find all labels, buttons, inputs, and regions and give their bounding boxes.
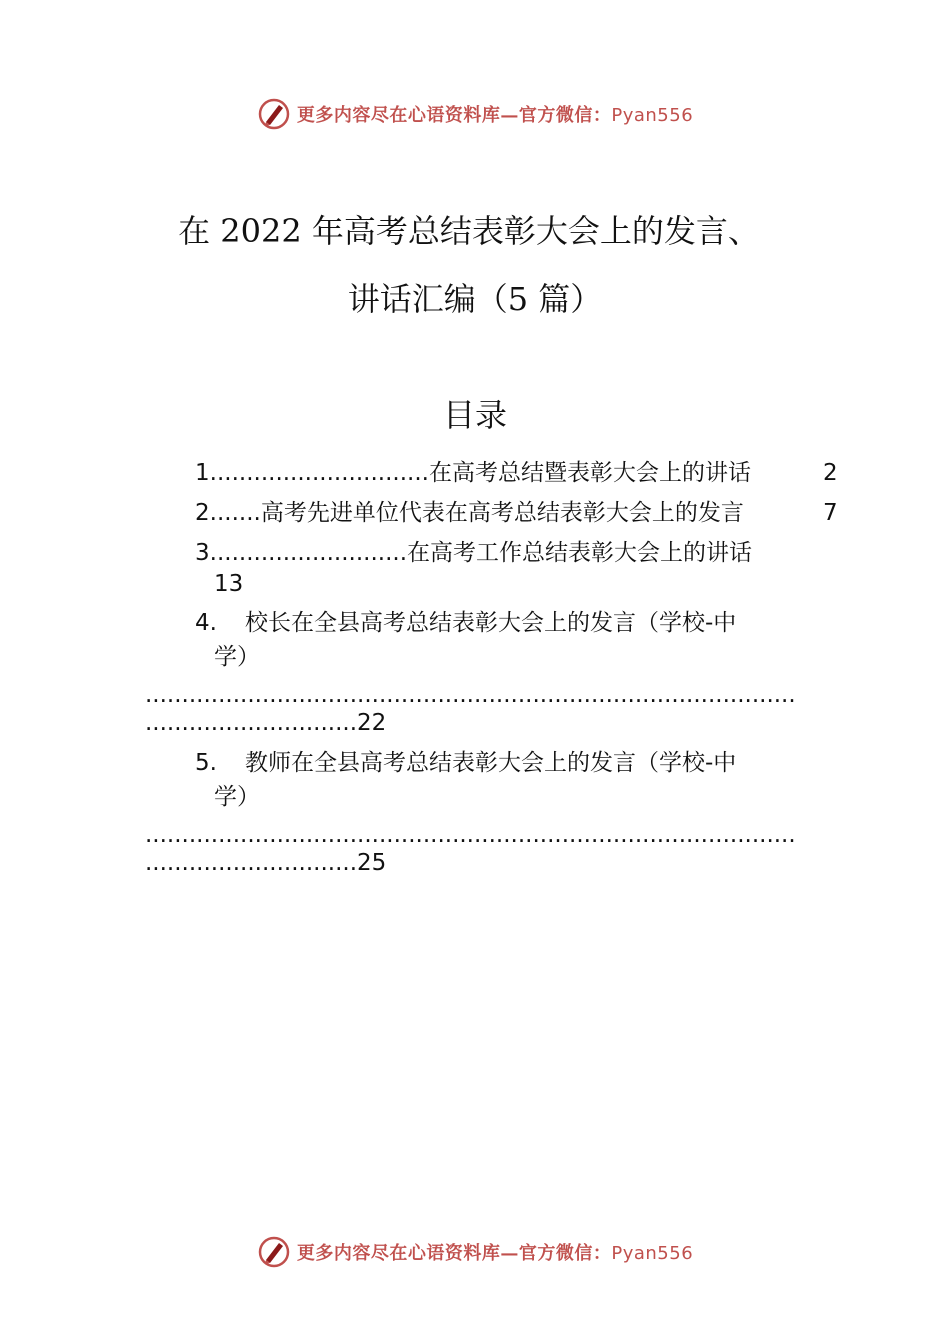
toc-leader-dots: ............................. (145, 850, 358, 876)
toc-entry-number: 4. (195, 610, 217, 636)
toc-entry-number: 2 (195, 500, 210, 526)
toc-entry-3-page[interactable]: 13 (214, 571, 244, 597)
toc-entry-title: 教师在全县高考总结表彰大会上的发言（学校-中 (244, 750, 737, 776)
toc-entry-2-page[interactable]: 7 (823, 500, 838, 526)
toc-entry-5-title-cont: 学） (214, 784, 260, 810)
header-watermark (0, 94, 950, 134)
toc-entry-3[interactable] (195, 538, 752, 568)
toc-entry-5-page-line[interactable] (145, 848, 386, 878)
toc-entry-4-title-cont: 学） (214, 644, 260, 670)
toc-entry-2[interactable] (195, 498, 744, 528)
toc-entry-1[interactable] (195, 458, 751, 488)
toc-entry-title: 高考先进单位代表在高考总结表彰大会上的发言 (260, 500, 744, 526)
toc-heading: 目录 (442, 396, 507, 434)
toc-entry-page: 22 (357, 710, 387, 736)
toc-leader-dots: ....... (209, 500, 261, 526)
toc-entry-title: 在高考工作总结表彰大会上的讲话 (407, 540, 753, 566)
toc-entry-4[interactable] (195, 608, 736, 638)
toc-entry-number: 5. (195, 750, 217, 776)
watermark-text: 更多内容尽在心语资料库—官方微信：Pyan556 (296, 1243, 694, 1264)
toc-entry-page: 25 (357, 850, 387, 876)
toc-leader-dots: ........................... (209, 540, 408, 566)
toc-entry-title: 在高考总结暨表彰大会上的讲话 (428, 460, 751, 486)
toc-leader-dots: ......................................................................................... (145, 822, 796, 848)
document-title-line-2: 讲话汇编（5 篇） (347, 280, 603, 318)
watermark-text: 更多内容尽在心语资料库—官方微信：Pyan556 (296, 105, 694, 126)
toc-leader-dots: ............................. (145, 710, 358, 736)
toc-entry-title: 校长在全县高考总结表彰大会上的发言（学校-中 (244, 610, 737, 636)
toc-entry-5[interactable] (195, 748, 736, 778)
pen-circle-icon (257, 97, 291, 131)
document-title-line-1: 在 2022 年高考总结表彰大会上的发言、 (178, 212, 760, 250)
toc-entry-1-page[interactable]: 2 (823, 460, 838, 486)
toc-entry-number: 1 (195, 460, 210, 486)
pen-circle-icon (257, 1235, 291, 1269)
toc-leader-dots: .............................. (209, 460, 429, 486)
footer-watermark (0, 1232, 950, 1272)
toc-entry-4-page-line[interactable] (145, 708, 386, 738)
toc-entry-number: 3 (195, 540, 210, 566)
toc-leader-dots: ......................................................................................... (145, 682, 796, 708)
